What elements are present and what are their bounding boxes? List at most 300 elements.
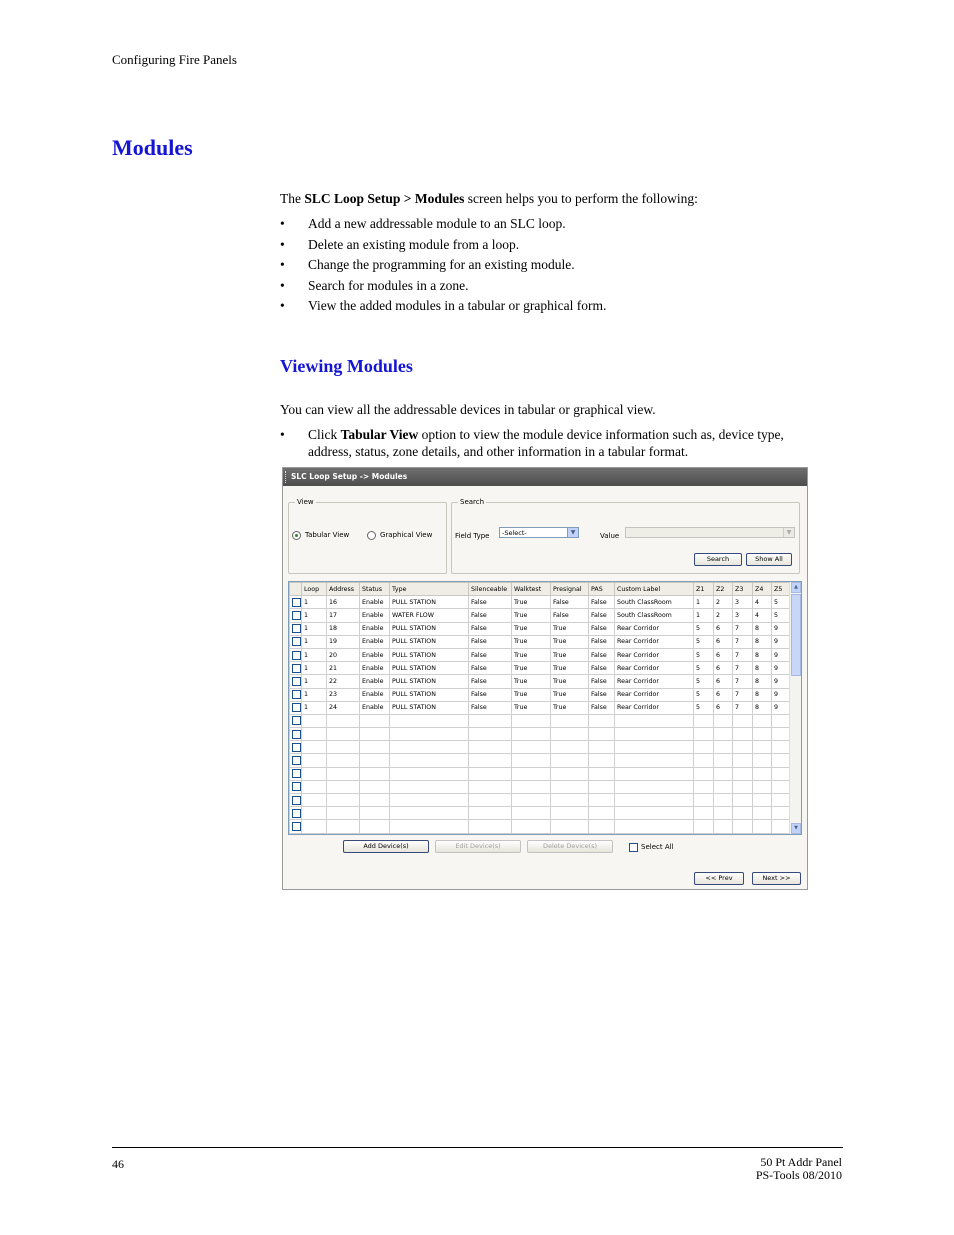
table-cell: True (551, 688, 589, 701)
table-cell (615, 767, 694, 780)
select-all-checkbox[interactable] (629, 843, 638, 852)
table-cell: PULL STATION (390, 701, 469, 714)
table-cell (551, 754, 589, 767)
footer-rule (112, 1147, 843, 1148)
row-select-cell (290, 622, 302, 635)
scroll-down-icon[interactable]: ▼ (791, 823, 801, 834)
table-cell (694, 767, 714, 780)
view-group (288, 498, 447, 574)
table-cell: 6 (714, 688, 733, 701)
table-cell (733, 780, 753, 793)
list-item: • View the added modules in a tabular or graphical form. (280, 298, 607, 313)
table-cell: True (512, 635, 551, 648)
table-cell (327, 741, 360, 754)
table-cell (390, 714, 469, 727)
table-cell (469, 728, 512, 741)
column-header[interactable]: Silenceable (469, 583, 512, 596)
table-cell (589, 714, 615, 727)
table-cell (512, 794, 551, 807)
table-cell (302, 780, 327, 793)
page-number: 46 (112, 1157, 124, 1171)
capability-list (280, 215, 820, 318)
table-cell (302, 794, 327, 807)
row-checkbox[interactable] (292, 637, 301, 646)
search-group (451, 498, 800, 574)
table-row[interactable] (290, 728, 792, 741)
list-item: • Search for modules in a zone. (280, 277, 469, 293)
table-cell: PULL STATION (390, 648, 469, 661)
table-cell (327, 714, 360, 727)
field-type-label: Field Type (455, 532, 490, 540)
table-cell: 3 (733, 609, 753, 622)
table-cell (694, 728, 714, 741)
table-cell: 9 (772, 662, 792, 675)
table-cell: 18 (327, 622, 360, 635)
table-cell (551, 780, 589, 793)
table-cell: 5 (694, 675, 714, 688)
table-cell: False (469, 648, 512, 661)
table-cell: 1 (302, 622, 327, 635)
table-cell: True (551, 648, 589, 661)
table-cell (694, 741, 714, 754)
table-scrollbar[interactable] (789, 582, 801, 834)
table-cell (694, 714, 714, 727)
value-select[interactable] (625, 527, 795, 538)
row-checkbox[interactable] (292, 822, 301, 831)
table-cell (551, 807, 589, 820)
table-cell: 6 (714, 635, 733, 648)
table-cell (753, 807, 772, 820)
table-cell: South ClassRoom (615, 596, 694, 609)
chevron-down-icon: ▼ (783, 528, 794, 537)
column-header[interactable]: Type (390, 583, 469, 596)
table-row[interactable] (290, 662, 792, 675)
table-cell: Rear Corridor (615, 662, 694, 675)
row-checkbox[interactable] (292, 756, 301, 765)
row-select-cell (290, 754, 302, 767)
table-cell: 6 (714, 701, 733, 714)
table-cell: 2 (714, 596, 733, 609)
modules-grid (289, 582, 792, 834)
table-row[interactable] (290, 714, 792, 727)
row-select-cell (290, 609, 302, 622)
row-checkbox[interactable] (292, 677, 301, 686)
table-cell (360, 714, 390, 727)
row-checkbox[interactable] (292, 611, 301, 620)
table-cell: 6 (714, 622, 733, 635)
table-cell (469, 767, 512, 780)
row-select-cell (290, 635, 302, 648)
table-cell (551, 728, 589, 741)
table-cell (714, 807, 733, 820)
table-cell: False (589, 701, 615, 714)
table-cell: 24 (327, 701, 360, 714)
graphical-view-radio[interactable] (367, 531, 376, 540)
row-select-cell (290, 728, 302, 741)
table-cell: 2 (714, 609, 733, 622)
row-checkbox[interactable] (292, 716, 301, 725)
value-label: Value (600, 532, 620, 540)
table-cell: 22 (327, 675, 360, 688)
table-cell (469, 754, 512, 767)
table-cell (753, 820, 772, 833)
table-cell: False (589, 622, 615, 635)
table-cell: 5 (772, 609, 792, 622)
table-cell: 5 (694, 635, 714, 648)
table-cell: True (512, 675, 551, 688)
row-checkbox[interactable] (292, 769, 301, 778)
table-cell (753, 767, 772, 780)
table-cell (302, 714, 327, 727)
table-cell (733, 820, 753, 833)
table-row[interactable] (290, 609, 792, 622)
table-cell: False (589, 648, 615, 661)
table-cell (589, 741, 615, 754)
column-header[interactable]: PAS (589, 583, 615, 596)
modules-table (288, 581, 802, 835)
table-cell (694, 807, 714, 820)
table-cell (390, 741, 469, 754)
table-cell: True (512, 609, 551, 622)
tabular-view-radio[interactable] (292, 531, 301, 540)
table-cell: 4 (753, 609, 772, 622)
table-cell: 5 (694, 648, 714, 661)
table-cell: False (469, 675, 512, 688)
table-cell: False (589, 609, 615, 622)
table-cell: 5 (694, 688, 714, 701)
table-cell (714, 714, 733, 727)
table-cell (360, 794, 390, 807)
table-cell (551, 820, 589, 833)
table-cell: 9 (772, 648, 792, 661)
scroll-up-icon[interactable]: ▲ (791, 582, 801, 593)
table-cell: PULL STATION (390, 635, 469, 648)
row-checkbox[interactable] (292, 730, 301, 739)
table-cell (512, 728, 551, 741)
table-cell: 7 (733, 648, 753, 661)
table-cell (753, 741, 772, 754)
column-header[interactable]: Loop (302, 583, 327, 596)
table-row[interactable] (290, 622, 792, 635)
table-cell (551, 794, 589, 807)
table-cell: 1 (302, 701, 327, 714)
table-row[interactable] (290, 688, 792, 701)
table-row[interactable] (290, 794, 792, 807)
column-header[interactable]: Status (360, 583, 390, 596)
table-cell (714, 780, 733, 793)
table-cell: 7 (733, 688, 753, 701)
column-header-select[interactable] (290, 583, 302, 596)
column-header[interactable]: Z5 (772, 583, 792, 596)
column-header[interactable]: Z4 (753, 583, 772, 596)
table-cell: Rear Corridor (615, 675, 694, 688)
table-cell: False (551, 609, 589, 622)
table-cell: 1 (302, 635, 327, 648)
table-row[interactable] (290, 807, 792, 820)
next-button[interactable]: Next >> (752, 872, 801, 885)
table-cell: 9 (772, 688, 792, 701)
table-cell: Rear Corridor (615, 701, 694, 714)
table-cell: 8 (753, 635, 772, 648)
table-cell: Enable (360, 648, 390, 661)
table-cell (733, 728, 753, 741)
table-cell: False (589, 675, 615, 688)
table-cell (469, 794, 512, 807)
table-cell: Rear Corridor (615, 688, 694, 701)
table-cell: Enable (360, 596, 390, 609)
table-cell: Rear Corridor (615, 648, 694, 661)
row-select-cell (290, 807, 302, 820)
table-cell: False (469, 662, 512, 675)
graphical-view-label: Graphical View (380, 531, 433, 539)
window-title: SLC Loop Setup -> Modules (283, 468, 807, 486)
table-cell: 21 (327, 662, 360, 675)
table-cell: 3 (733, 596, 753, 609)
table-cell: 20 (327, 648, 360, 661)
table-cell: True (551, 662, 589, 675)
table-cell (390, 820, 469, 833)
show-all-button[interactable]: Show All (746, 553, 792, 566)
running-header: Configuring Fire Panels (112, 52, 237, 67)
table-cell: 9 (772, 675, 792, 688)
table-row[interactable] (290, 820, 792, 833)
table-cell (360, 741, 390, 754)
table-row[interactable] (290, 701, 792, 714)
row-checkbox[interactable] (292, 624, 301, 633)
table-cell: PULL STATION (390, 688, 469, 701)
table-cell: 5 (694, 701, 714, 714)
row-checkbox[interactable] (292, 809, 301, 818)
table-cell (733, 754, 753, 767)
intro-paragraph: The SLC Loop Setup > Modules screen helps you to perform the following: (280, 191, 698, 206)
table-cell (589, 780, 615, 793)
table-cell: 1 (302, 675, 327, 688)
prev-button[interactable]: << Prev (694, 872, 744, 885)
table-cell: 9 (772, 622, 792, 635)
table-cell (512, 714, 551, 727)
table-cell: 6 (714, 648, 733, 661)
table-cell: 4 (753, 596, 772, 609)
table-row[interactable] (290, 767, 792, 780)
row-select-cell (290, 596, 302, 609)
table-cell: 7 (733, 635, 753, 648)
table-cell: True (512, 701, 551, 714)
table-row[interactable] (290, 780, 792, 793)
table-cell: 6 (714, 675, 733, 688)
row-checkbox[interactable] (292, 782, 301, 791)
table-row[interactable] (290, 596, 792, 609)
row-checkbox[interactable] (292, 796, 301, 805)
column-header[interactable]: Z3 (733, 583, 753, 596)
table-cell: False (469, 596, 512, 609)
footer-doc-info (700, 1156, 842, 1182)
table-cell: 17 (327, 609, 360, 622)
table-cell (615, 754, 694, 767)
scroll-thumb[interactable] (791, 594, 801, 676)
table-cell (512, 780, 551, 793)
modules-screenshot (282, 467, 808, 890)
table-cell (360, 728, 390, 741)
column-header[interactable]: Presignal (551, 583, 589, 596)
list-item: • Change the programming for an existing module. (280, 257, 575, 272)
table-cell (360, 780, 390, 793)
row-checkbox[interactable] (292, 690, 301, 699)
table-cell (589, 728, 615, 741)
table-cell: True (512, 622, 551, 635)
table-cell: 8 (753, 675, 772, 688)
table-cell: PULL STATION (390, 596, 469, 609)
delete-devices-button[interactable]: Delete Device(s) (527, 840, 613, 853)
list-item: • Add a new addressable module to an SLC loop. (280, 216, 566, 231)
row-select-cell (290, 794, 302, 807)
table-cell: Enable (360, 622, 390, 635)
table-cell: 1 (694, 596, 714, 609)
table-cell (512, 741, 551, 754)
table-cell: 1 (694, 609, 714, 622)
table-cell: Enable (360, 688, 390, 701)
row-select-cell (290, 675, 302, 688)
table-cell: 7 (733, 675, 753, 688)
table-cell: False (589, 596, 615, 609)
table-cell (589, 820, 615, 833)
tabular-view-label: Tabular View (305, 531, 350, 539)
add-devices-button[interactable]: Add Device(s) (343, 840, 429, 853)
view-legend: View (297, 498, 314, 506)
table-cell (512, 754, 551, 767)
table-cell (302, 741, 327, 754)
table-cell: True (551, 622, 589, 635)
table-cell: 5 (694, 622, 714, 635)
table-cell: 16 (327, 596, 360, 609)
table-cell (302, 807, 327, 820)
table-cell: 8 (753, 648, 772, 661)
table-cell: 8 (753, 622, 772, 635)
table-cell (327, 780, 360, 793)
table-cell (551, 767, 589, 780)
row-checkbox[interactable] (292, 598, 301, 607)
table-cell (615, 780, 694, 793)
column-header[interactable]: Custom Label (615, 583, 694, 596)
table-cell: PULL STATION (390, 662, 469, 675)
table-cell: False (551, 596, 589, 609)
table-cell (360, 807, 390, 820)
table-cell (589, 767, 615, 780)
table-cell (733, 767, 753, 780)
table-cell (469, 807, 512, 820)
table-cell (327, 754, 360, 767)
table-cell: WATER FLOW (390, 609, 469, 622)
table-cell: False (469, 701, 512, 714)
table-cell (327, 807, 360, 820)
row-checkbox[interactable] (292, 651, 301, 660)
row-checkbox[interactable] (292, 703, 301, 712)
row-select-cell (290, 767, 302, 780)
table-cell: 1 (302, 609, 327, 622)
table-cell (733, 714, 753, 727)
column-header[interactable]: Z2 (714, 583, 733, 596)
table-cell: 9 (772, 701, 792, 714)
table-row[interactable] (290, 635, 792, 648)
table-cell (615, 741, 694, 754)
table-cell (589, 807, 615, 820)
table-cell (753, 780, 772, 793)
table-cell: False (469, 635, 512, 648)
table-cell (733, 807, 753, 820)
table-cell: 5 (694, 662, 714, 675)
table-cell (733, 794, 753, 807)
table-cell: 1 (302, 596, 327, 609)
table-cell: True (512, 596, 551, 609)
table-cell (714, 794, 733, 807)
row-select-cell (290, 820, 302, 833)
table-cell: 6 (714, 662, 733, 675)
field-type-select[interactable]: -Select- ▼ (499, 527, 579, 538)
table-row[interactable] (290, 741, 792, 754)
table-cell: 8 (753, 688, 772, 701)
table-cell (327, 728, 360, 741)
table-cell: Enable (360, 662, 390, 675)
table-cell: PULL STATION (390, 675, 469, 688)
table-cell (390, 807, 469, 820)
table-cell: PULL STATION (390, 622, 469, 635)
table-cell (327, 820, 360, 833)
table-cell: 5 (772, 596, 792, 609)
table-row[interactable] (290, 675, 792, 688)
table-cell (551, 714, 589, 727)
column-header[interactable]: Z1 (694, 583, 714, 596)
section-title: Modules (112, 135, 193, 160)
table-cell (390, 780, 469, 793)
table-cell (327, 794, 360, 807)
table-cell: 1 (302, 688, 327, 701)
table-cell (469, 741, 512, 754)
table-cell: True (512, 648, 551, 661)
table-cell (327, 767, 360, 780)
column-header[interactable]: Address (327, 583, 360, 596)
table-cell: False (589, 688, 615, 701)
table-cell: Enable (360, 609, 390, 622)
table-cell (714, 741, 733, 754)
search-button[interactable]: Search (694, 553, 742, 566)
table-cell (615, 820, 694, 833)
row-checkbox[interactable] (292, 664, 301, 673)
table-cell (589, 794, 615, 807)
table-cell (615, 794, 694, 807)
table-cell: 8 (753, 662, 772, 675)
table-cell (390, 728, 469, 741)
table-cell (615, 807, 694, 820)
table-cell (512, 767, 551, 780)
table-cell (615, 728, 694, 741)
column-header[interactable]: Walktest (512, 583, 551, 596)
edit-devices-button[interactable]: Edit Device(s) (435, 840, 521, 853)
table-cell: True (512, 688, 551, 701)
product-name: 50 Pt Addr Panel (760, 1155, 842, 1169)
table-row[interactable] (290, 754, 792, 767)
table-cell (551, 741, 589, 754)
table-cell (360, 754, 390, 767)
table-cell (360, 767, 390, 780)
row-checkbox[interactable] (292, 743, 301, 752)
table-cell: Enable (360, 635, 390, 648)
row-select-cell (290, 780, 302, 793)
table-row[interactable] (290, 648, 792, 661)
table-cell (714, 767, 733, 780)
table-cell (714, 728, 733, 741)
table-cell: 7 (733, 622, 753, 635)
table-cell: False (469, 688, 512, 701)
table-cell: False (469, 609, 512, 622)
